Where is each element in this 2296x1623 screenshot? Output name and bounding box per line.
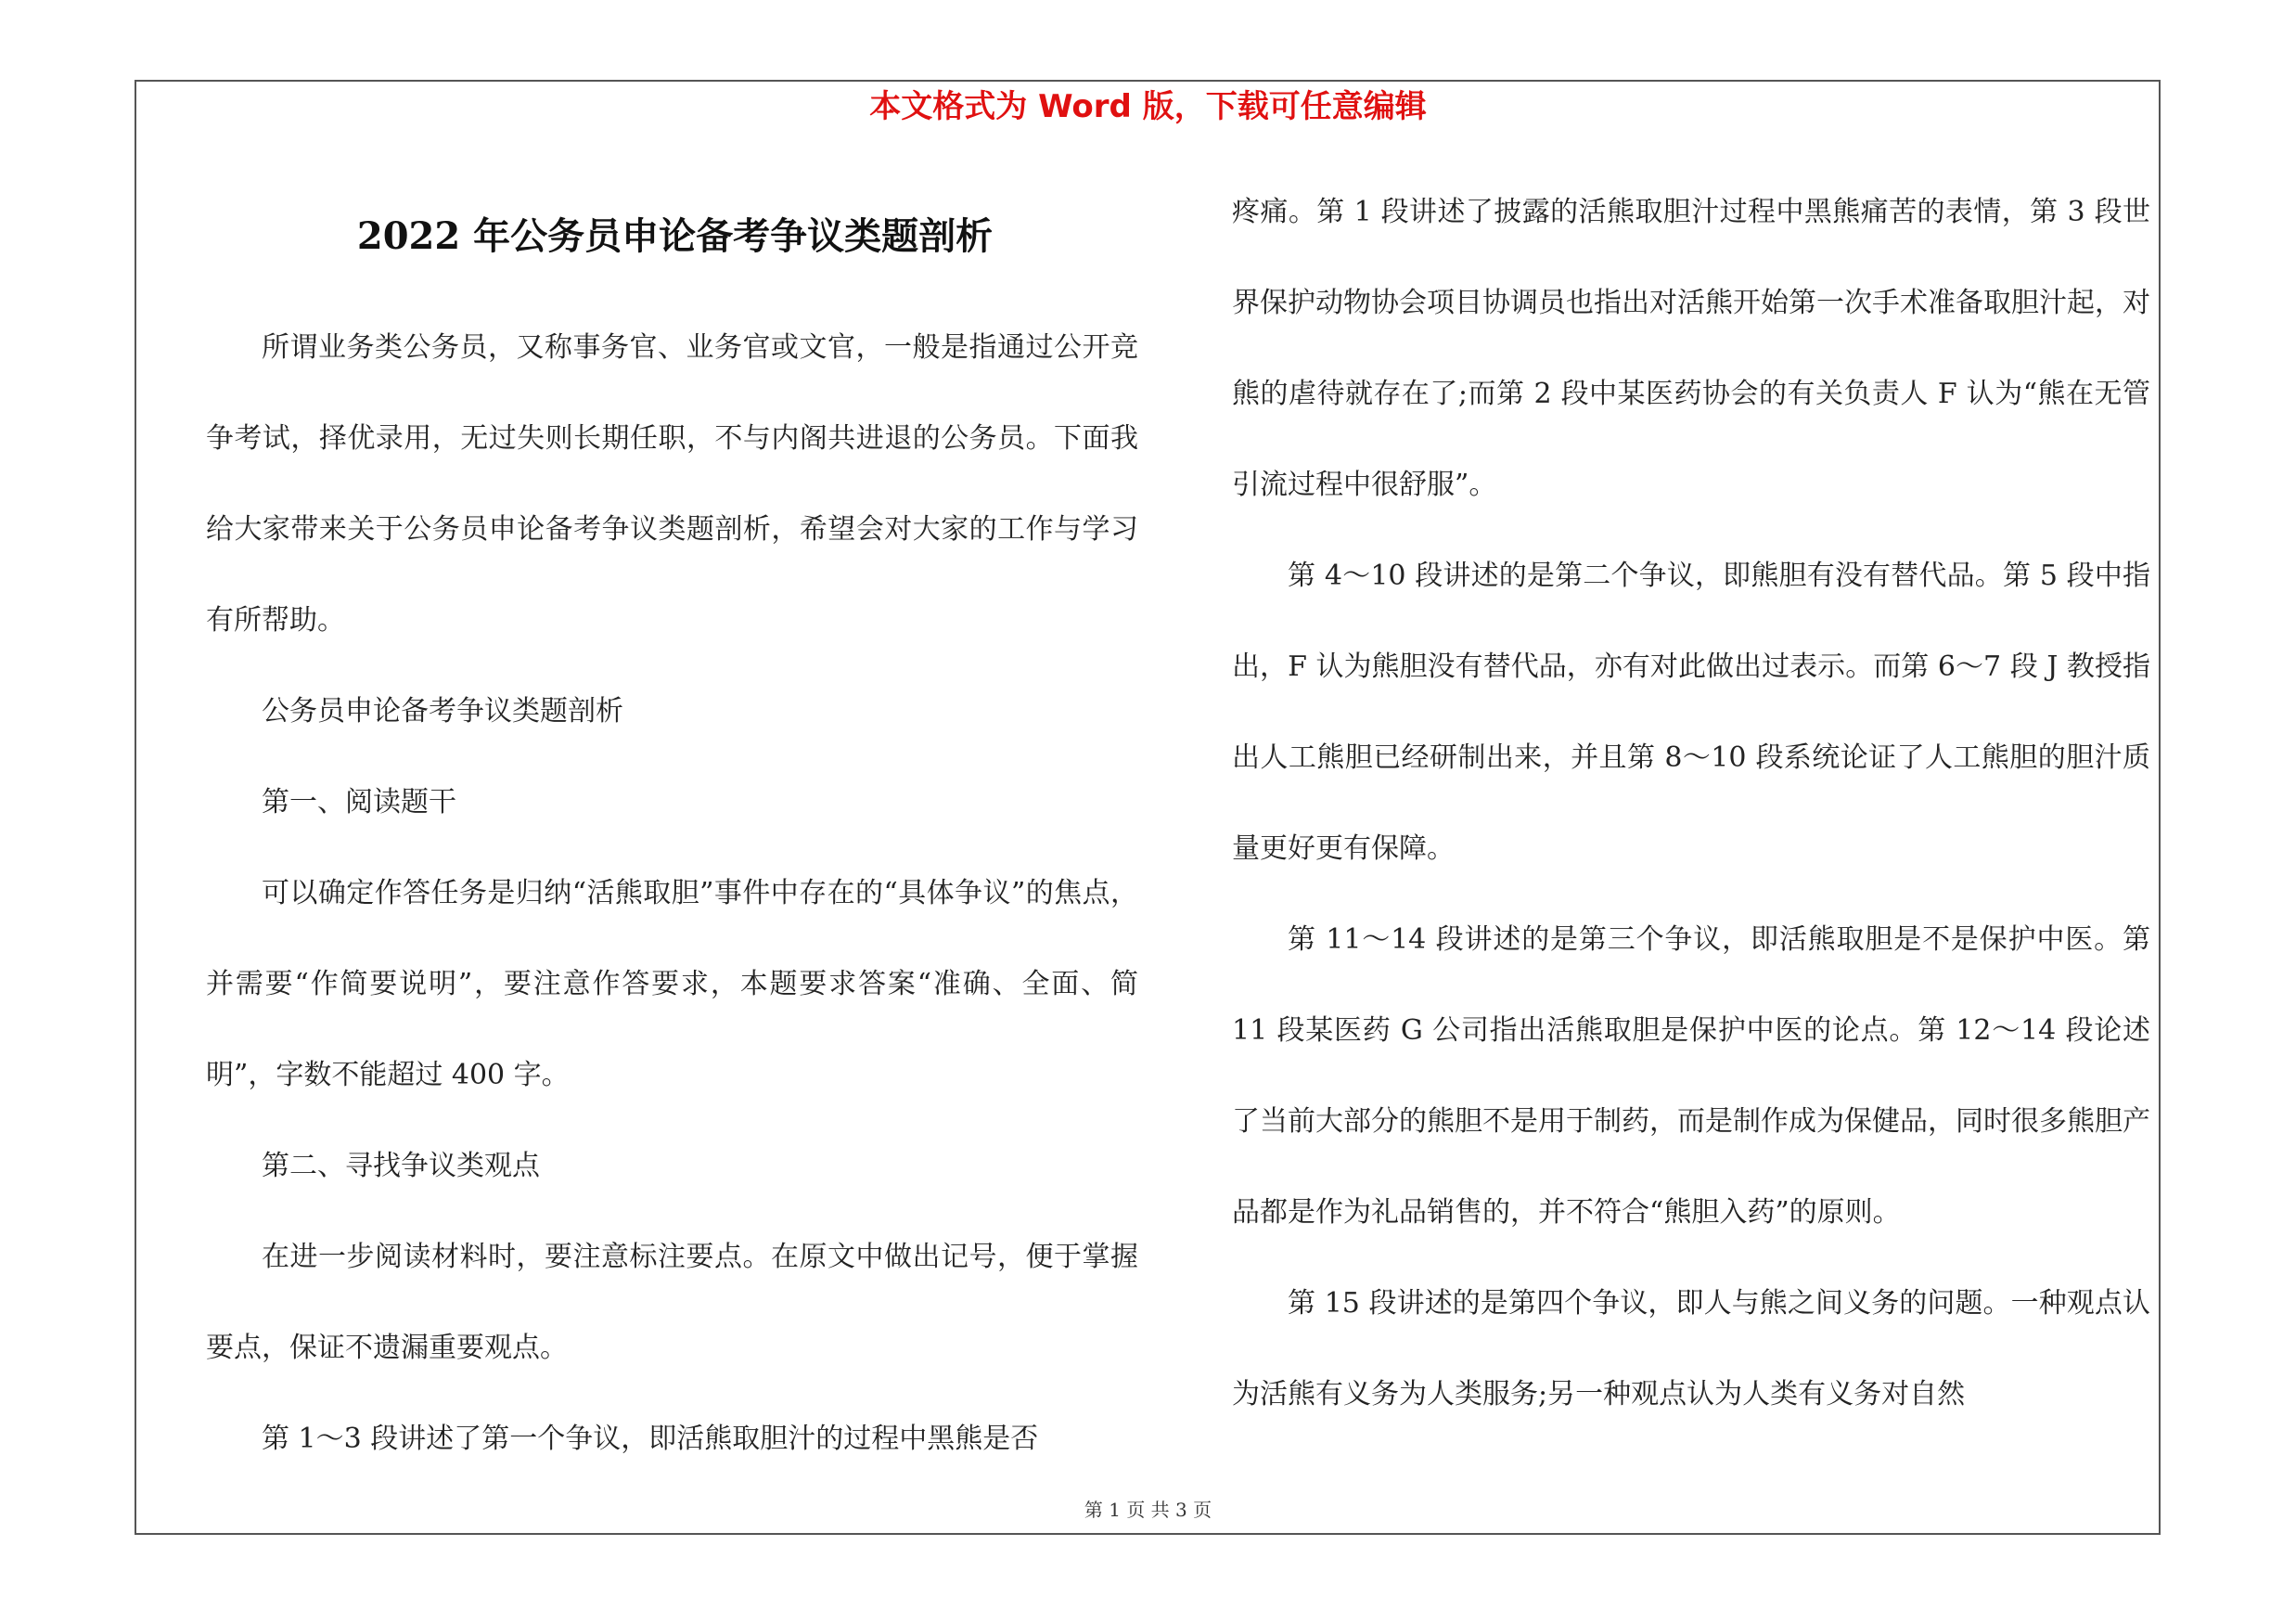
paragraph: 第一、阅读题干: [262, 786, 456, 818]
paragraph: 第二、寻找争议类观点: [262, 1150, 540, 1182]
page-number-footer: 第 1 页 共 3 页: [1084, 1499, 1212, 1521]
right-column: [1232, 167, 2150, 1440]
paragraph: 第 1～3 段讲述了第一个争议，即活熊取胆汁的过程中黑熊是否: [262, 1423, 1039, 1455]
paragraph: 第 4～10 段讲述的是第二个争议，即熊胆有没有替代品。第 5 段中指出，F 认为熊胆没有替代品，亦有对此做出过表示。而第 6～7 段 J 教授指出人工熊胆已经研制出来，并且第 8～10 段系统论证了人工熊胆的胆汁质量更好更有保障。: [1232, 560, 2150, 865]
paragraph: 可以确定作答任务是归纳“活熊取胆”事件中存在的“具体争议”的焦点，并需要“作简要说明”，要注意作答要求，本题要求答案“准确、全面、简明”，字数不能超过 400 字。: [206, 877, 1138, 1091]
format-banner: 本文格式为 Word 版，下载可任意编辑: [869, 88, 1427, 125]
paragraph: 第 11～14 段讲述的是第三个争议，即活熊取胆是不是保护中医。第 11 段某医药 G 公司指出活熊取胆是保护中医的论点。第 12～14 段论述了当前大部分的熊胆不是用于制药，而是制作成为保健品，同时很多熊胆产品都是作为礼品销售的，并不符合“熊胆入药”的原则。: [1232, 923, 2150, 1229]
paragraph: 所谓业务类公务员，又称事务官、业务官或文官，一般是指通过公开竞争考试，择优录用，无过失则长期任职，不与内阁共进退的公务员。下面我给大家带来关于公务员申论备考争议类题剖析，希望会对大家的工作与学习有所帮助。: [206, 331, 1138, 637]
document-title: 2022 年公务员申论备考争议类题剖析: [356, 214, 994, 258]
paragraph: 公务员申论备考争议类题剖析: [262, 695, 623, 728]
paragraph: 在进一步阅读材料时，要注意标注要点。在原文中做出记号，便于掌握要点，保证不遗漏重要观点。: [206, 1241, 1138, 1364]
paragraph-continuation: 疼痛。第 1 段讲述了披露的活熊取胆汁过程中黑熊痛苦的表情，第 3 段世界保护动物协会项目协调员也指出对活熊开始第一次手术准备取胆汁起，对熊的虐待就存在了;而第 2 段中某医药协会的有关负责人 F 认为“熊在无管引流过程中很舒服”。: [1232, 196, 2150, 501]
left-column: [206, 303, 1138, 1485]
paragraph: 第 15 段讲述的是第四个争议，即人与熊之间义务的问题。一种观点认为活熊有义务为人类服务;另一种观点认为人类有义务对自然: [1232, 1287, 2150, 1410]
